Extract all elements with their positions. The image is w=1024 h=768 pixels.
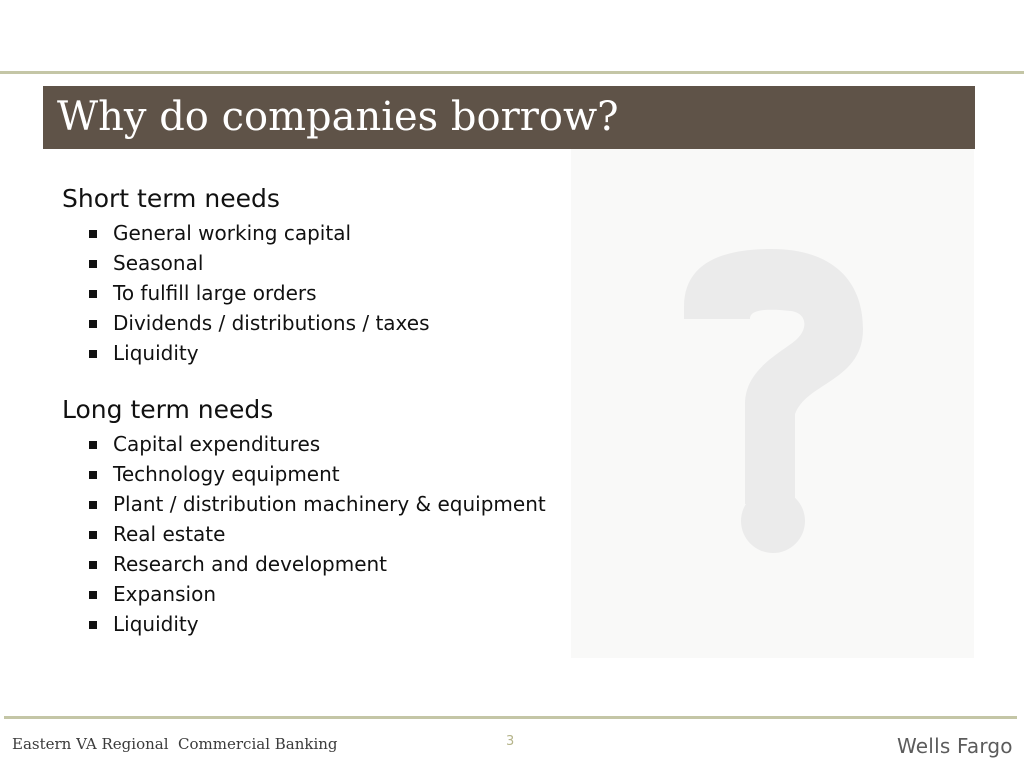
square-bullet-icon bbox=[89, 260, 97, 268]
square-bullet-icon bbox=[89, 471, 97, 479]
square-bullet-icon bbox=[89, 591, 97, 599]
list-item bbox=[62, 248, 662, 278]
list-item bbox=[62, 489, 662, 519]
footer-department: Eastern VA Regional Commercial Banking bbox=[12, 735, 338, 753]
page-number: 3 bbox=[506, 734, 515, 749]
list-item bbox=[62, 609, 662, 639]
list-item-text: General working capital bbox=[113, 221, 352, 245]
square-bullet-icon bbox=[89, 441, 97, 449]
square-bullet-icon bbox=[89, 561, 97, 569]
list-item bbox=[62, 308, 662, 338]
short-term-needs-section bbox=[62, 180, 662, 368]
slide-title: Why do companies borrow? bbox=[57, 94, 619, 140]
square-bullet-icon bbox=[89, 290, 97, 298]
list-item bbox=[62, 429, 662, 459]
list-item bbox=[62, 459, 662, 489]
list-item bbox=[62, 549, 662, 579]
list-item-text: Plant / distribution machinery & equipment bbox=[113, 492, 546, 516]
square-bullet-icon bbox=[89, 320, 97, 328]
list-item bbox=[62, 338, 662, 368]
square-bullet-icon bbox=[89, 350, 97, 358]
slide-content bbox=[62, 180, 662, 639]
square-bullet-icon bbox=[89, 230, 97, 238]
list-item-text: Capital expenditures bbox=[113, 432, 321, 456]
short-term-needs-heading: Short term needs bbox=[62, 184, 280, 213]
list-item-text: Dividends / distributions / taxes bbox=[113, 311, 430, 335]
list-item-text: To fulfill large orders bbox=[113, 281, 317, 305]
list-item-text: Real estate bbox=[113, 522, 226, 546]
list-item-text: Liquidity bbox=[113, 341, 199, 365]
top-divider bbox=[0, 71, 1024, 74]
square-bullet-icon bbox=[89, 501, 97, 509]
long-term-needs-list bbox=[62, 429, 662, 639]
list-item-text: Research and development bbox=[113, 552, 388, 576]
short-term-needs-list bbox=[62, 218, 662, 368]
list-item-text: Liquidity bbox=[113, 612, 199, 636]
square-bullet-icon bbox=[89, 531, 97, 539]
list-item bbox=[62, 278, 662, 308]
list-item-text: Seasonal bbox=[113, 251, 204, 275]
list-item bbox=[62, 218, 662, 248]
section-spacer bbox=[62, 368, 662, 391]
long-term-needs-section bbox=[62, 391, 662, 639]
square-bullet-icon bbox=[89, 621, 97, 629]
list-item bbox=[62, 579, 662, 609]
list-item-text: Technology equipment bbox=[113, 462, 340, 486]
list-item bbox=[62, 519, 662, 549]
bottom-divider bbox=[4, 716, 1017, 719]
list-item-text: Expansion bbox=[113, 582, 216, 606]
long-term-needs-heading: Long term needs bbox=[62, 395, 274, 424]
wells-fargo-logo: Wells Fargo bbox=[897, 734, 1013, 758]
title-bar bbox=[43, 86, 975, 149]
